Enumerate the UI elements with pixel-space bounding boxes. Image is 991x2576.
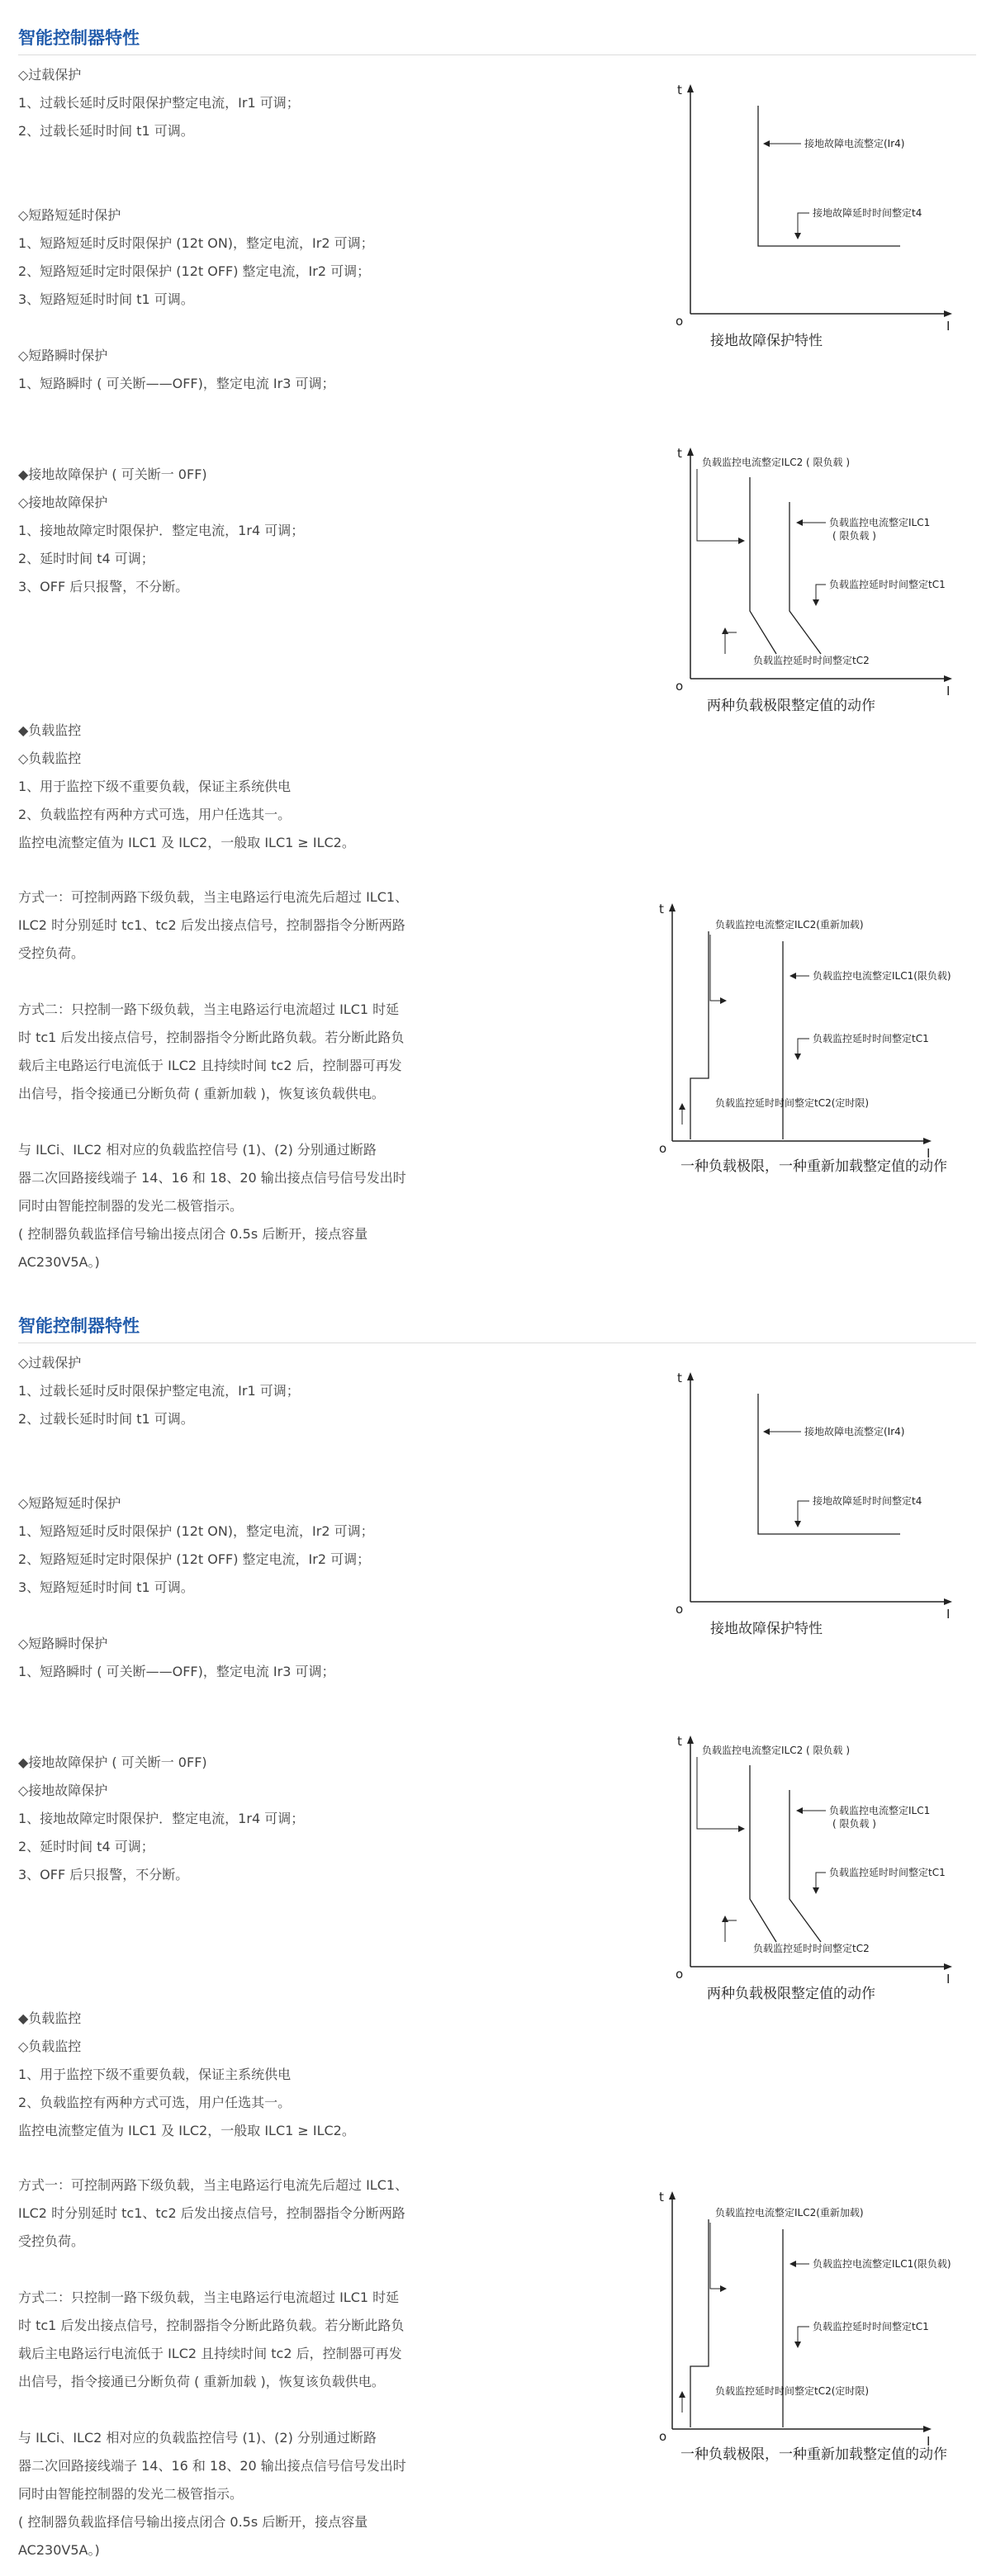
origin-label: o: [676, 1967, 684, 1982]
text-line: 载后主电路运行电流低于 ILC2 且持续时间 tc2 后，控制器可再发: [18, 2346, 402, 2361]
tc1-arrow: [794, 2342, 801, 2348]
t-axis-arrow: [669, 903, 676, 912]
text-line: 1、接地故障定时限保护．整定电流，1r4 可调；: [18, 1811, 305, 1826]
tc1-label: 负载监控延时时间整定tC1: [813, 2321, 929, 2332]
ilc2-curve: [750, 1765, 776, 1942]
ilc2-reload-curve: [690, 931, 709, 1139]
delay-setting-leader: [798, 1501, 809, 1522]
ilc2-label: 负载监控电流整定ILC2 ( 限负载 ): [702, 1745, 851, 1756]
text-line: 受控负荷。: [18, 945, 85, 961]
diagram-caption: 两种负载极限整定值的动作: [707, 1986, 875, 2002]
text-line: ◆接地故障保护 ( 可关断一 0FF): [18, 466, 207, 482]
text-line: 与 ILCi、ILC2 相对应的负载监控信号 (1)、(2) 分别通过断路: [18, 1142, 377, 1158]
delay-setting-arrow: [794, 1521, 801, 1527]
ilc2-arrow: [738, 1825, 745, 1832]
t-axis-label: t: [659, 902, 664, 916]
text-line: ( 控制器负载监择信号输出接点闭合 0.5s 后断开，接点容量: [18, 1226, 368, 1242]
ilc1-label: 负载监控电流整定ILC1(限负载): [813, 2258, 951, 2270]
origin-label: o: [676, 314, 684, 329]
text-line: 2、短路短延时定时限保护 (12t OFF) 整定电流，Ir2 可调；: [18, 1551, 371, 1567]
tc1-arrow: [813, 1887, 819, 1894]
diagram-caption: 两种负载极限整定值的动作: [707, 698, 875, 714]
i-axis-arrow: [944, 310, 952, 317]
text-line: 1、接地故障定时限保护．整定电流，1r4 可调；: [18, 523, 305, 538]
ilc2-leader: [710, 2223, 722, 2289]
limit-and-reload-diagram: [652, 2180, 983, 2469]
i-axis-label: I: [946, 684, 951, 698]
text-line: 同时由智能控制器的发光二极管指示。: [18, 2486, 244, 2502]
i-axis-label: I: [946, 319, 951, 334]
text-line: ◆负载监控: [18, 2010, 82, 2026]
text-line: 与 ILCi、ILC2 相对应的负载监控信号 (1)、(2) 分别通过断路: [18, 2430, 377, 2446]
text-line: ◇短路短延时保护: [18, 207, 121, 223]
tc2-label: 负载监控延时时间整定tC2(定时限): [715, 1097, 870, 1109]
text-line: ILC2 时分别延时 tc1、tc2 后发出接点信号，控制器指令分断两路: [18, 917, 405, 933]
current-setting-arrow: [763, 1428, 770, 1435]
current-setting-label: 接地故障电流整定(Ir4): [804, 1426, 905, 1437]
text-line: 2、负载监控有两种方式可选，用户任选其一。: [18, 2095, 292, 2110]
text-line: 时 tc1 后发出接点信号，控制器指令分断此路负载。若分断此路负: [18, 2318, 405, 2333]
t-axis-arrow: [687, 84, 694, 92]
tc2-label: 负载监控延时时间整定tC2: [753, 655, 870, 666]
i-axis-arrow: [923, 1138, 932, 1144]
ilc1-curve: [789, 502, 821, 654]
two-load-limits-diagram: [661, 1726, 974, 2006]
delay-setting-label: 接地故障延时时间整定t4: [813, 1495, 922, 1507]
tc2-arrow: [722, 627, 728, 634]
i-axis-arrow: [923, 2426, 932, 2432]
current-setting-arrow: [763, 140, 770, 147]
text-line: ◇短路瞬时保护: [18, 1636, 108, 1651]
ground-fault-characteristic-diagram: [661, 74, 974, 355]
i-axis-arrow: [944, 675, 952, 682]
text-line: 2、延时时间 t4 可调；: [18, 1839, 154, 1854]
text-line: ◆接地故障保护 ( 可关断一 0FF): [18, 1754, 207, 1770]
delay-setting-leader: [798, 213, 809, 234]
ilc2-label: 负载监控电流整定ILC2 ( 限负载 ): [702, 457, 851, 468]
tc1-label: 负载监控延时时间整定tC1: [829, 1867, 946, 1878]
origin-label: o: [676, 1602, 684, 1617]
ilc1-arrow: [789, 973, 796, 979]
text-line: 1、短路短延时反时限保护 (12t ON)，整定电流，Ir2 可调；: [18, 235, 374, 251]
text-line: 器二次回路接线端子 14、16 和 18、20 输出接点信号信号发出时: [18, 2458, 406, 2474]
t-axis-label: t: [677, 1371, 682, 1385]
text-line: AC230V5A。): [18, 2542, 100, 2558]
text-line: 1、用于监控下级不重要负载，保证主系统供电: [18, 779, 292, 794]
text-line: 方式一：可控制两路下级负载，当主电路运行电流先后超过 ILC1、: [18, 2177, 409, 2193]
t-axis-label: t: [677, 1734, 682, 1749]
text-line: ◇短路短延时保护: [18, 1495, 121, 1511]
origin-label: o: [659, 1141, 667, 1156]
tc2-label: 负载监控延时时间整定tC2(定时限): [715, 2385, 870, 2397]
section-title: 智能控制器特性: [18, 28, 140, 48]
tc1-label: 负载监控延时时间整定tC1: [829, 579, 946, 590]
text-line: 出信号，指令接通已分断负荷 ( 重新加载 )，恢复该负载供电。: [18, 2374, 385, 2389]
tc1-leader: [798, 1039, 809, 1055]
tc1-leader: [816, 585, 826, 601]
text-line: 2、短路短延时定时限保护 (12t OFF) 整定电流，Ir2 可调；: [18, 263, 371, 279]
ilc2-label: 负载监控电流整定ILC2(重新加载): [715, 919, 864, 930]
text-line: 2、延时时间 t4 可调；: [18, 551, 154, 566]
ilc1-arrow: [796, 519, 803, 526]
tc1-label: 负载监控延时时间整定tC1: [813, 1033, 929, 1044]
i-axis-arrow: [944, 1963, 952, 1970]
tc1-leader: [816, 1873, 826, 1889]
text-line: 器二次回路接线端子 14、16 和 18、20 输出接点信号信号发出时: [18, 1170, 406, 1186]
text-line: 2、负载监控有两种方式可选，用户任选其一。: [18, 807, 292, 822]
tc2-leader: [725, 632, 737, 654]
tc2-arrow: [722, 1915, 728, 1922]
text-line: 1、短路瞬时 ( 可关断——OFF)，整定电流 Ir3 可调；: [18, 1664, 335, 1679]
text-line: ◇接地故障保护: [18, 1783, 108, 1798]
t-axis-arrow: [687, 447, 694, 456]
tc2-arrow: [679, 2391, 685, 2398]
ilc2-leader: [697, 1757, 740, 1829]
text-line: 3、OFF 后只报警，不分断。: [18, 579, 189, 594]
diagram-caption: 接地故障保护特性: [710, 333, 823, 349]
text-line: 同时由智能控制器的发光二极管指示。: [18, 1198, 244, 1214]
text-line: ◇接地故障保护: [18, 495, 108, 510]
tc2-label: 负载监控延时时间整定tC2: [753, 1943, 870, 1954]
ilc2-arrow: [720, 997, 727, 1004]
text-line: ◇过载保护: [18, 1355, 82, 1371]
ilc1-sublabel: ( 限负载 ): [832, 1818, 876, 1830]
i-axis-arrow: [944, 1598, 952, 1605]
ground-fault-characteristic-diagram: [661, 1362, 974, 1643]
t-axis-label: t: [677, 446, 682, 461]
text-line: 方式二：只控制一路下级负载，当主电路运行电流超过 ILC1 时延: [18, 2290, 400, 2305]
t-axis-arrow: [669, 2191, 676, 2200]
t-axis-arrow: [687, 1735, 694, 1744]
section-title: 智能控制器特性: [18, 1316, 140, 1336]
characteristic-curve: [758, 1394, 900, 1534]
current-setting-label: 接地故障电流整定(Ir4): [804, 138, 905, 149]
text-line: 监控电流整定值为 ILC1 及 ILC2，一般取 ILC1 ≥ ILC2。: [18, 835, 355, 850]
origin-label: o: [676, 679, 684, 694]
text-line: 3、短路短延时时间 t1 可调。: [18, 1579, 194, 1595]
delay-setting-label: 接地故障延时时间整定t4: [813, 207, 922, 219]
ilc2-arrow: [720, 2285, 727, 2292]
text-line: 方式一：可控制两路下级负载，当主电路运行电流先后超过 ILC1、: [18, 889, 409, 905]
two-load-limits-diagram: [661, 438, 974, 718]
characteristics-section-2: [0, 1288, 991, 2576]
text-line: 1、用于监控下级不重要负载，保证主系统供电: [18, 2067, 292, 2082]
i-axis-label: I: [946, 1972, 951, 1986]
i-axis-label: I: [946, 1607, 951, 1622]
ilc1-label: 负载监控电流整定ILC1: [829, 517, 931, 528]
ilc2-leader: [697, 469, 740, 541]
text-line: AC230V5A。): [18, 1254, 100, 1270]
text-line: 1、短路瞬时 ( 可关断——OFF)，整定电流 Ir3 可调；: [18, 376, 335, 391]
text-line: 时 tc1 后发出接点信号，控制器指令分断此路负载。若分断此路负: [18, 1030, 405, 1045]
tc1-arrow: [813, 599, 819, 606]
text-line: ◇负载监控: [18, 2039, 82, 2054]
ilc1-arrow: [789, 2261, 796, 2267]
diagram-caption: 一种负载极限，一种重新加载整定值的动作: [680, 1158, 947, 1175]
diagram-caption: 接地故障保护特性: [710, 1621, 823, 1637]
text-line: 2、过载长延时时间 t1 可调。: [18, 123, 194, 139]
text-line: 1、短路短延时反时限保护 (12t ON)，整定电流，Ir2 可调；: [18, 1523, 374, 1539]
title-divider: [18, 1342, 976, 1343]
ilc1-label: 负载监控电流整定ILC1(限负载): [813, 970, 951, 982]
limit-and-reload-diagram: [652, 892, 983, 1181]
text-line: ILC2 时分别延时 tc1、tc2 后发出接点信号，控制器指令分断两路: [18, 2205, 405, 2221]
tc1-leader: [798, 2327, 809, 2343]
title-divider: [18, 54, 976, 55]
tc1-arrow: [794, 1054, 801, 1060]
text-line: 1、过载长延时反时限保护整定电流，Ir1 可调；: [18, 1383, 300, 1399]
ilc1-label: 负载监控电流整定ILC1: [829, 1805, 931, 1816]
ilc2-leader: [710, 935, 722, 1001]
text-line: ◇负载监控: [18, 751, 82, 766]
i-axis-label: I: [927, 1146, 931, 1161]
ilc2-curve: [750, 477, 776, 654]
text-line: ◆负载监控: [18, 722, 82, 738]
text-line: ( 控制器负载监择信号输出接点闭合 0.5s 后断开，接点容量: [18, 2514, 368, 2530]
text-line: 受控负荷。: [18, 2233, 85, 2249]
i-axis-label: I: [927, 2434, 931, 2449]
text-line: 1、过载长延时反时限保护整定电流，Ir1 可调；: [18, 95, 300, 111]
diagram-caption: 一种负载极限，一种重新加载整定值的动作: [680, 2446, 947, 2463]
ilc2-reload-curve: [690, 2219, 709, 2427]
origin-label: o: [659, 2429, 667, 2444]
ilc1-arrow: [796, 1807, 803, 1814]
text-line: 出信号，指令接通已分断负荷 ( 重新加载 )，恢复该负载供电。: [18, 1086, 385, 1101]
text-line: 3、OFF 后只报警，不分断。: [18, 1867, 189, 1882]
text-line: 方式二：只控制一路下级负载，当主电路运行电流超过 ILC1 时延: [18, 1002, 400, 1017]
ilc2-arrow: [738, 537, 745, 544]
t-axis-arrow: [687, 1372, 694, 1380]
text-line: 载后主电路运行电流低于 ILC2 且持续时间 tc2 后，控制器可再发: [18, 1058, 402, 1073]
delay-setting-arrow: [794, 233, 801, 239]
ilc1-sublabel: ( 限负载 ): [832, 530, 876, 542]
text-line: 3、短路短延时时间 t1 可调。: [18, 291, 194, 307]
text-line: ◇过载保护: [18, 67, 82, 83]
text-line: 2、过载长延时时间 t1 可调。: [18, 1411, 194, 1427]
ilc1-curve: [789, 1790, 821, 1942]
t-axis-label: t: [677, 83, 682, 97]
t-axis-label: t: [659, 2190, 664, 2204]
text-line: 监控电流整定值为 ILC1 及 ILC2，一般取 ILC1 ≥ ILC2。: [18, 2123, 355, 2138]
ilc2-label: 负载监控电流整定ILC2(重新加载): [715, 2207, 864, 2218]
tc2-arrow: [679, 1103, 685, 1110]
characteristic-curve: [758, 106, 900, 246]
tc2-leader: [725, 1920, 737, 1942]
text-line: ◇短路瞬时保护: [18, 348, 108, 363]
